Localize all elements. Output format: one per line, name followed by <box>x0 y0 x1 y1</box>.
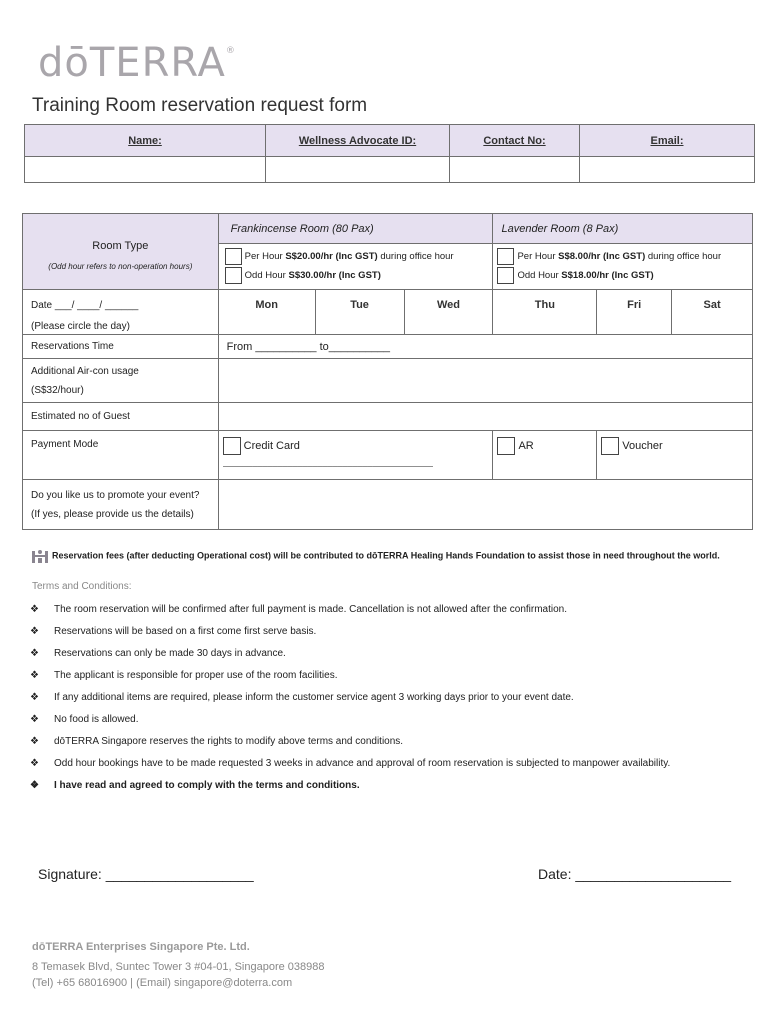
aircon-label: Additional Air-con usage <box>31 365 139 377</box>
day-wed[interactable]: Wed <box>404 290 493 335</box>
aircon-cell <box>23 359 219 403</box>
room-type-cell <box>23 214 219 290</box>
diamond-bullet-icon: ❖ <box>30 714 39 725</box>
reservation-time-field[interactable]: From __________ to__________ <box>218 335 752 359</box>
day-mon[interactable]: Mon <box>218 290 315 335</box>
ar-label: AR <box>518 439 534 452</box>
diamond-bullet-icon: ❖ <box>30 736 39 747</box>
wa-id-field[interactable] <box>266 157 450 183</box>
room-type-note: (Odd hour refers to non-operation hours) <box>48 262 193 271</box>
diamond-bullet-icon: ❖ <box>30 604 39 615</box>
voucher-checkbox[interactable] <box>601 437 619 455</box>
room-type-label: Room Type <box>92 240 149 252</box>
credit-card-checkbox[interactable] <box>223 437 241 455</box>
aircon-price: (S$32/hour) <box>31 384 84 396</box>
ar-checkbox[interactable] <box>497 437 515 455</box>
list-item: ❖ The room reservation will be confirmed after full payment is made. Cancellation is not allowed after the confirmation. <box>30 599 750 621</box>
guests-field[interactable] <box>218 403 752 431</box>
lavender-odd-hour-checkbox[interactable] <box>497 267 514 284</box>
day-sat[interactable]: Sat <box>672 290 753 335</box>
list-item: ❖ Reservations will be based on a first come first serve basis. <box>30 621 750 643</box>
frankincense-options: Per Hour S$20.00/hr (Inc GST) during office hour Odd Hour S$30.00/hr (Inc GST) <box>218 244 493 290</box>
healing-hands-icon <box>32 549 48 563</box>
footer-address: 8 Temasek Blvd, Suntec Tower 3 #04-01, Singapore 038988 <box>32 961 325 973</box>
diamond-bullet-icon: ❖ <box>30 626 39 637</box>
aircon-field[interactable] <box>218 359 752 403</box>
diamond-bullet-icon: ❖ <box>30 648 39 659</box>
page-title: Training Room reservation request form <box>32 95 368 116</box>
terms-list <box>30 599 750 797</box>
promote-field[interactable] <box>218 480 752 530</box>
name-field[interactable] <box>25 157 266 183</box>
list-item: ❖ If any additional items are required, please inform the customer service agent 3 working days prior to your event date. <box>30 687 750 709</box>
footer-company: dōTERRA Enterprises Singapore Pte. Ltd. <box>32 941 250 953</box>
booking-table <box>22 213 753 530</box>
date-cell <box>23 290 219 335</box>
list-item: ❖ dōTERRA Singapore reserves the rights to modify above terms and conditions. <box>30 731 750 753</box>
credit-card-cell <box>218 431 493 480</box>
footer-contact: (Tel) +65 68016900 | (Email) singapore@doterra.com <box>32 977 293 989</box>
frankincense-per-hour-checkbox[interactable] <box>225 248 242 265</box>
ar-cell <box>493 431 597 480</box>
lavender-title: Lavender Room (8 Pax) <box>493 214 753 244</box>
signature-field[interactable]: Signature: ___________________ <box>38 866 254 882</box>
day-fri[interactable]: Fri <box>597 290 672 335</box>
day-thu[interactable]: Thu <box>493 290 597 335</box>
date-label: Date ___/ ____/ ______ <box>31 300 139 311</box>
day-tue[interactable]: Tue <box>315 290 404 335</box>
list-item: ❖ Odd hour bookings have to be made requested 3 weeks in advance and approval of room reservation is subjected to manpower availability. <box>30 753 750 775</box>
promote-cell <box>23 480 219 530</box>
promote-note: (If yes, please provide us the details) <box>31 508 194 520</box>
frankincense-odd-hour-checkbox[interactable] <box>225 267 242 284</box>
col-wa-id-header: Wellness Advocate ID: <box>266 125 450 157</box>
col-contact-header: Contact No: <box>450 125 580 157</box>
date-note: (Please circle the day) <box>31 321 130 332</box>
lavender-options: Per Hour S$8.00/hr (Inc GST) during office hour Odd Hour S$18.00/hr (Inc GST) <box>493 244 753 290</box>
terms-heading: Terms and Conditions: <box>32 581 132 592</box>
promote-label: Do you like us to promote your event? <box>31 489 200 501</box>
diamond-bullet-icon: ❖ <box>30 692 39 703</box>
guests-label: Estimated no of Guest <box>23 403 219 431</box>
frankincense-title: Frankincense Room (80 Pax) <box>218 214 493 244</box>
lavender-per-hour-checkbox[interactable] <box>497 248 514 265</box>
diamond-bullet-icon: ❖ <box>30 758 39 769</box>
contribution-note: Reservation fees (after deducting Operational cost) will be contributed to dōTERRA Healing Hands Foundation to assist those in need throughout the world. <box>32 549 720 563</box>
payment-label: Payment Mode <box>23 431 219 480</box>
list-item: ❖ The applicant is responsible for proper use of the room facilities. <box>30 665 750 687</box>
credit-card-line[interactable]: __________________________________________ <box>222 457 433 467</box>
brand-logo: dōTERRA® <box>38 40 236 86</box>
col-email-header: Email: <box>580 125 755 157</box>
voucher-cell <box>597 431 753 480</box>
col-name-header: Name: <box>25 125 266 157</box>
reservation-time-label: Reservations Time <box>23 335 219 359</box>
list-item: ❖ I have read and agreed to comply with the terms and conditions. <box>30 775 750 797</box>
date-field[interactable]: Date: ____________________ <box>538 866 732 882</box>
diamond-bullet-icon: ❖ <box>30 780 39 791</box>
contact-field[interactable] <box>450 157 580 183</box>
list-item: ❖ No food is allowed. <box>30 709 750 731</box>
contact-table <box>24 124 755 183</box>
diamond-bullet-icon: ❖ <box>30 670 39 681</box>
credit-card-label: Credit Card <box>243 439 300 452</box>
list-item: ❖ Reservations can only be made 30 days in advance. <box>30 643 750 665</box>
email-field[interactable] <box>580 157 755 183</box>
voucher-label: Voucher <box>622 439 663 452</box>
